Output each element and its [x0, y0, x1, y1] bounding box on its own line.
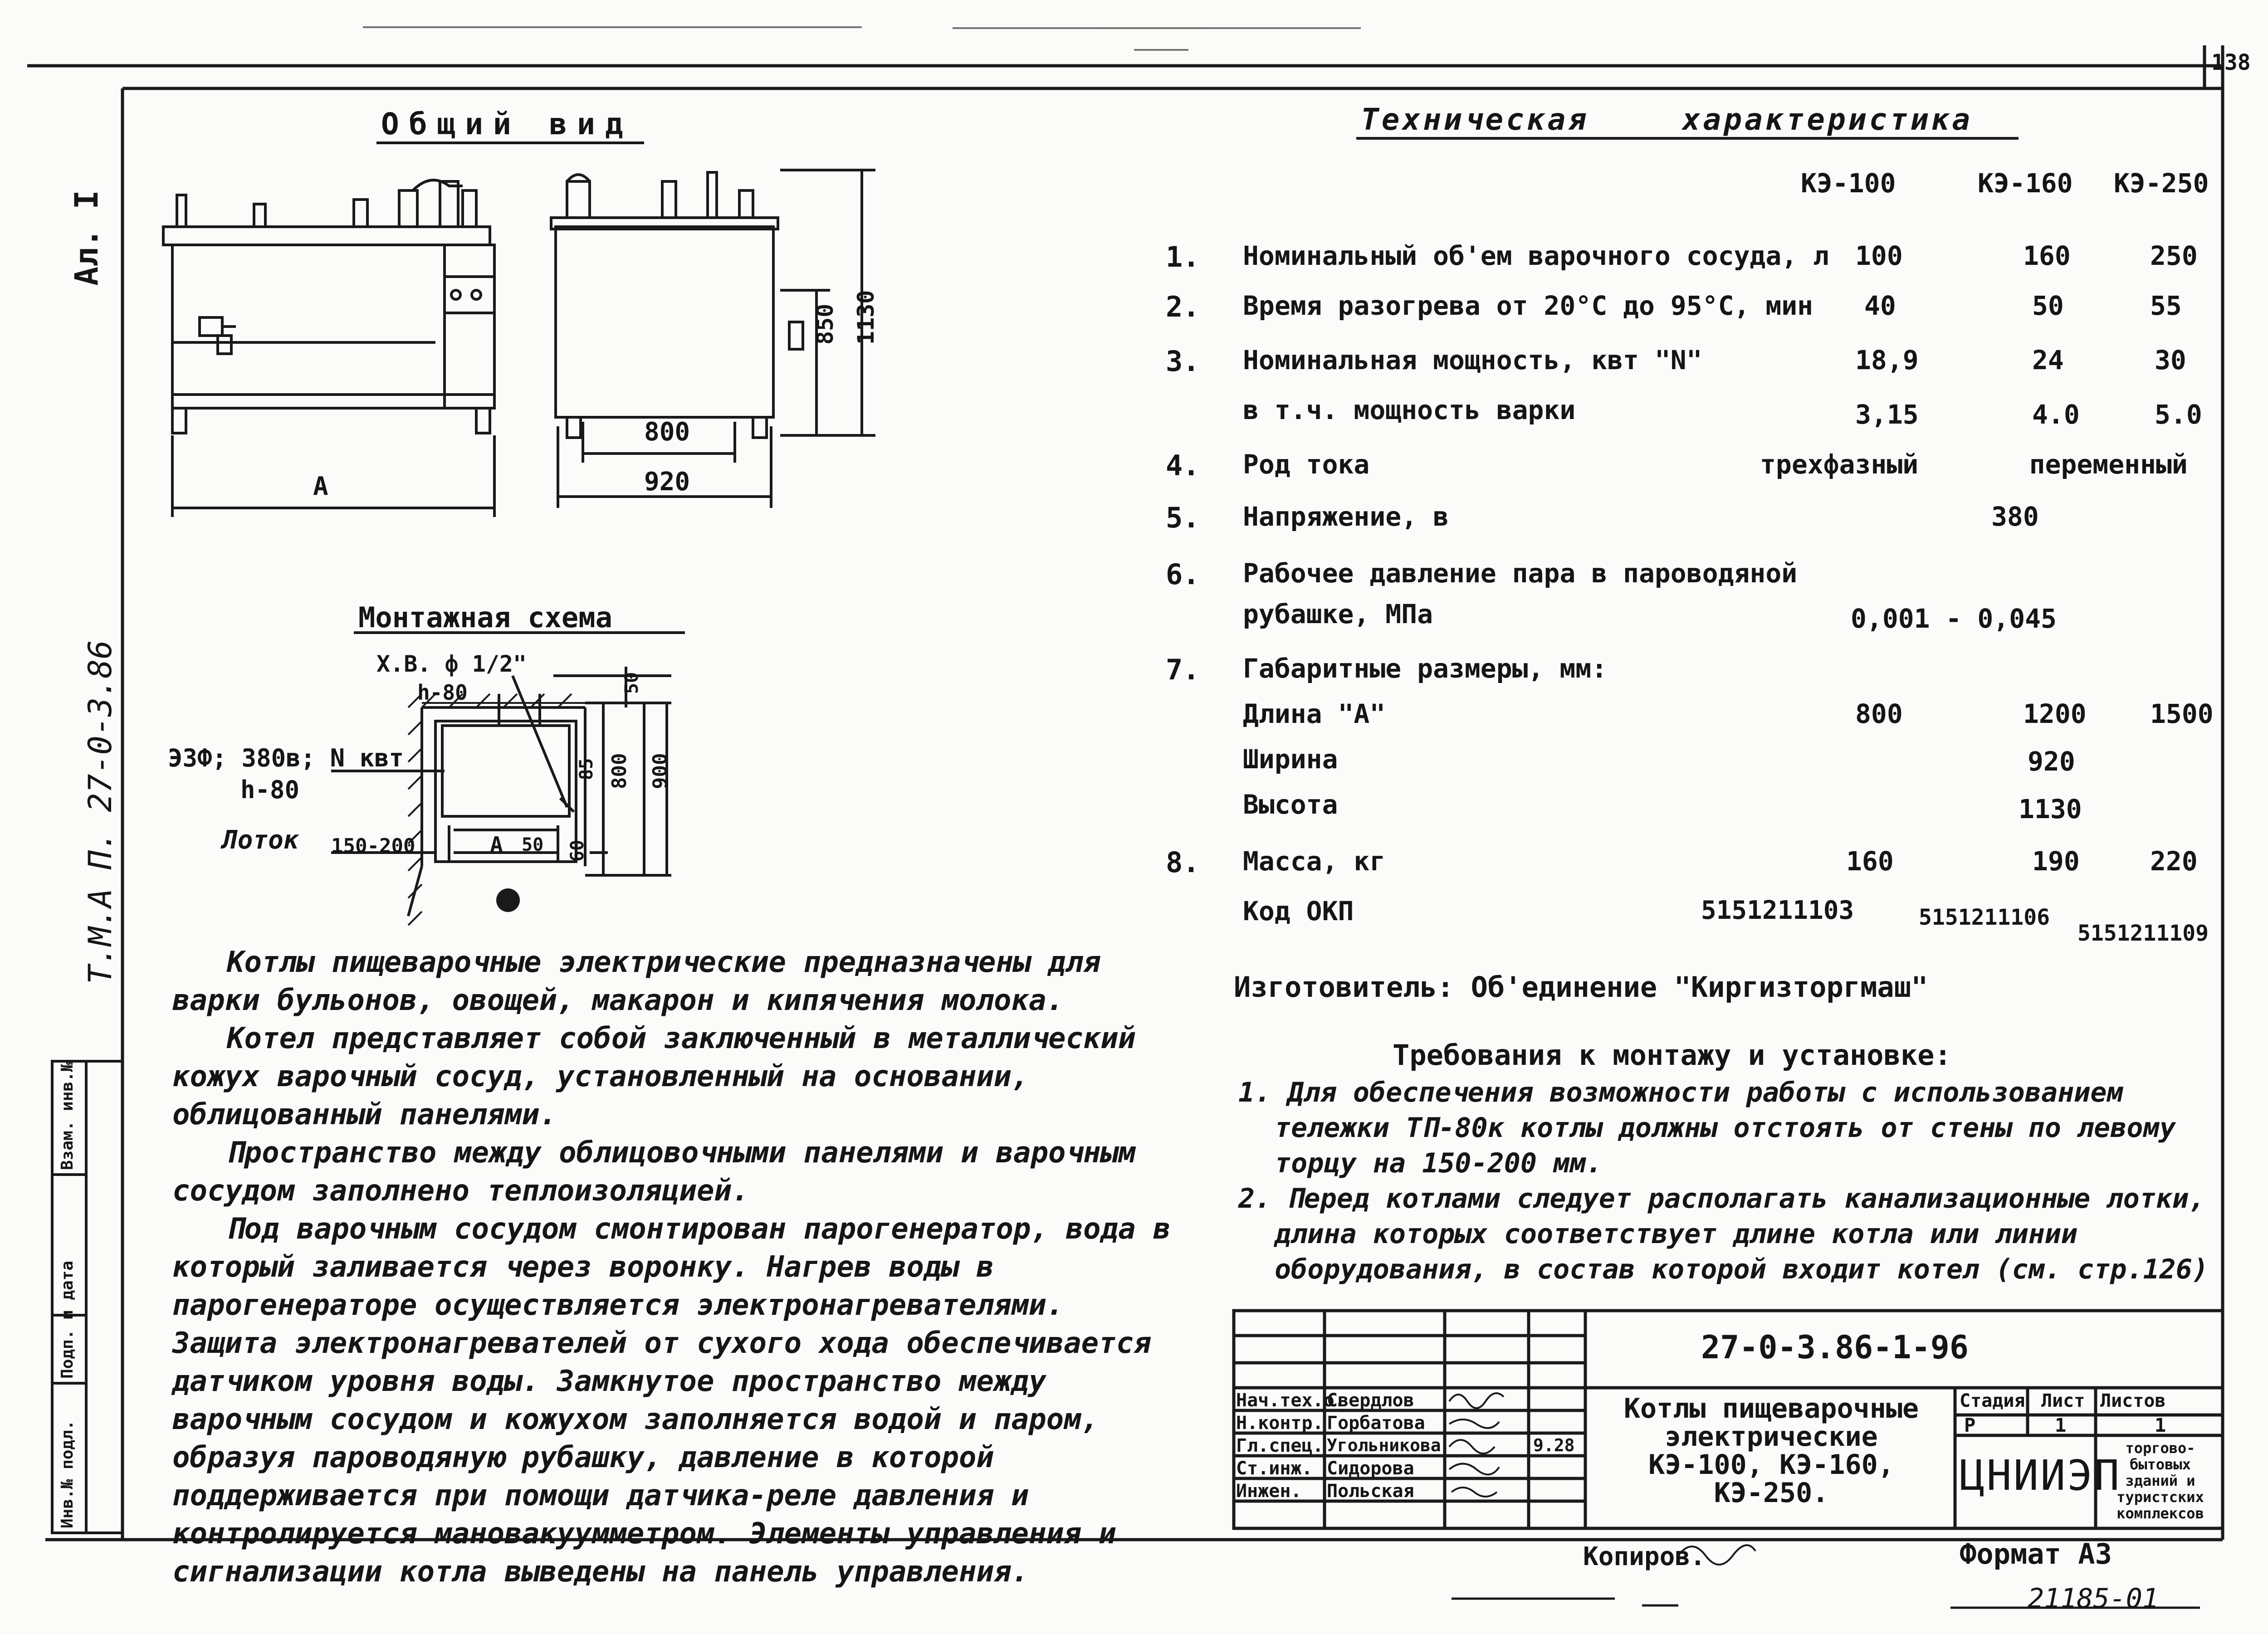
- ms-dim-50-bottom: 50: [522, 834, 544, 855]
- row-v1: 40: [1864, 290, 1896, 321]
- drain-symbol: [496, 888, 520, 912]
- row-v1: 800: [1855, 698, 1903, 729]
- row-v1: 160: [1846, 846, 1894, 877]
- row-v2: 5151211106: [1919, 905, 2050, 930]
- row-label: рубашке, МПа: [1243, 599, 1433, 629]
- role-name: Свердлов: [1327, 1390, 1414, 1411]
- row-span: 1130: [2019, 794, 2082, 824]
- dim-length-a: А: [313, 472, 328, 501]
- cold-water-label: Х.В. ф 1/2": [376, 651, 527, 677]
- stage-value: Р: [1964, 1414, 1976, 1436]
- model-3: КЭ-250: [2114, 168, 2209, 199]
- sheets-value: 1: [2155, 1414, 2166, 1436]
- row-label: Масса, кг: [1243, 846, 1386, 877]
- row-num: 5.: [1166, 501, 1200, 534]
- row-v3: 5.0: [2155, 399, 2202, 430]
- row-label: Род тока: [1243, 449, 1370, 480]
- ms-dim-900: 900: [649, 753, 672, 789]
- sheet-value: 1: [2055, 1414, 2067, 1436]
- dim-depth-inner: 800: [644, 417, 690, 447]
- ms-dim-85: 85: [576, 758, 597, 780]
- row-v2: 1200: [2023, 698, 2087, 729]
- requirements-title: Требования к монтажу и установке:: [1393, 1039, 1951, 1072]
- row-v2: 190: [2032, 846, 2080, 877]
- row-v3: 55: [2150, 290, 2182, 321]
- row-label: Код ОКП: [1243, 896, 1354, 927]
- row-num: 3.: [1166, 345, 1200, 378]
- role: Гл.спец.: [1236, 1435, 1324, 1456]
- row-v2: 4.0: [2032, 399, 2080, 430]
- role: Нач.тех.о.: [1236, 1390, 1345, 1411]
- archive-number: 21185-01: [2028, 1583, 2159, 1614]
- requirement-item: 1. Для обеспечения возможности работы с использованием тележки ТП-80к котлы должны отстоять от стены по левому торцу на 150-200 мм.: [1238, 1077, 2176, 1179]
- tech-title: Техническая характеристика: [1361, 102, 1973, 137]
- doc-title-line: Котлы пищеварочные: [1623, 1393, 1919, 1424]
- requirement-item: 2. Перед котлами следует располагать канализационные лотки, длина которых соответствует длине котла или линии оборудования, в состав которой входит котел (см. стр.126): [1238, 1183, 2209, 1285]
- side-reference: Т.М.А П. 27-0-3.86: [82, 640, 119, 984]
- row-label: Номинальный об'ем варочного сосуда, л: [1243, 240, 1829, 271]
- role-name: Польская: [1327, 1481, 1414, 1502]
- requirements-list: [1238, 1075, 2214, 1287]
- row-v3: 30: [2155, 345, 2186, 376]
- row-num: 7.: [1166, 653, 1200, 686]
- dim-height-total: 1130: [853, 290, 879, 345]
- row-label: Рабочее давление пара в пароводяной: [1243, 558, 1798, 589]
- row-label: в т.ч. мощность варки: [1243, 395, 1576, 425]
- dim-depth-total: 920: [644, 467, 690, 497]
- row-v2: 24: [2032, 345, 2064, 376]
- description-p2: Котел представляет собой заключенный в металлический кожух варочный сосуд, установленный на основании, облицованный панелями.: [172, 1022, 1136, 1132]
- doc-title: [1588, 1395, 1955, 1507]
- role-name: Угольникова: [1327, 1435, 1441, 1455]
- row-v2: 50: [2032, 290, 2064, 321]
- tray-dim: 150-200: [331, 834, 415, 858]
- sheet-label: Ал. I: [68, 190, 105, 286]
- format-label: Формат А3: [1960, 1537, 2112, 1571]
- org-name: ЦНИИЭП: [1960, 1451, 2121, 1500]
- h-top-label: h-80: [417, 680, 468, 705]
- role-name: Горбатова: [1327, 1413, 1425, 1434]
- doc-code: 27-0-3.86-1-96: [1701, 1329, 1969, 1366]
- row-label: Время разогрева от 20°С до 95°С, мин: [1243, 290, 1813, 321]
- power-label: ЭЗФ; 380в; N квт: [168, 744, 404, 772]
- row-num: 2.: [1166, 290, 1200, 323]
- row-v3: 250: [2150, 240, 2198, 271]
- ms-dim-50-top: 50: [621, 672, 642, 694]
- row-label: Ширина: [1243, 744, 1338, 775]
- row-label: Номинальная мощность, квт "N": [1243, 345, 1702, 376]
- row-v1: 18,9: [1855, 345, 1919, 376]
- description-block: [172, 943, 1179, 1591]
- model-2: КЭ-160: [1978, 168, 2073, 199]
- row-v2: 160: [2023, 240, 2071, 271]
- row-num: 4.: [1166, 449, 1200, 482]
- role-date: 9.28: [1533, 1435, 1575, 1455]
- description-p4: Под варочным сосудом смонтирован парогенератор, вода в который заливается через воронку. Нагрев воды в парогенераторе осуществляется электронагревателями. Защита электронагревателей от сухого хода обеспечивается датчиком уровня воды. Замкнутое пространство между варочным сосудом и кожухом заполняется водой и паром, образуя пароводяную рубашку, давление в которой поддерживается при помощи датчика-реле давления и контролируется мановакуумметром. Элементы управления и сигнализации котла выведены на панель управления.: [172, 1212, 1171, 1589]
- role-name: Сидорова: [1327, 1458, 1414, 1479]
- org-subtitle: торгово-бытовых зданий и туристских комплексов: [2116, 1439, 2204, 1522]
- doc-title-line: КЭ-100, КЭ-160, КЭ-250.: [1648, 1449, 1894, 1509]
- dim-height-body: 850: [812, 303, 838, 345]
- side-stamp-inv: Инв.№ подл.: [58, 1420, 77, 1528]
- row-num: 1.: [1166, 240, 1200, 273]
- row-span: 0,001 - 0,045: [1851, 603, 2057, 634]
- role: Н.контр.: [1236, 1413, 1324, 1434]
- row-v3: 1500: [2150, 698, 2214, 729]
- row-label: Высота: [1243, 789, 1338, 820]
- h-power-label: h-80: [240, 776, 300, 804]
- row-v1: 100: [1855, 240, 1903, 271]
- description-p1: Котлы пищеварочные электрические предназначены для варки бульонов, овощей, макарон и кипячения молока.: [172, 946, 1101, 1017]
- description-p3: Пространство между облицовочными панелями и варочным сосудом заполнено теплоизоляцией.: [172, 1136, 1136, 1208]
- ms-dim-60: 60: [567, 839, 588, 862]
- row-v1: 5151211103: [1701, 896, 1854, 925]
- role: Инжен.: [1236, 1481, 1302, 1502]
- row-label: Длина "А": [1243, 698, 1386, 729]
- front-view-drawing: [163, 180, 494, 517]
- sheets-label: Листов: [2100, 1390, 2166, 1411]
- model-1: КЭ-100: [1801, 168, 1896, 199]
- sheet-label-cell: Лист: [2041, 1390, 2085, 1411]
- row-v3: 5151211109: [2077, 921, 2209, 946]
- sheet-number: 138: [2211, 50, 2251, 75]
- ms-dim-a: А: [490, 832, 503, 858]
- mounting-scheme-title: Монтажная схема: [358, 601, 612, 634]
- row-num: 8.: [1166, 846, 1200, 879]
- row-span: 380: [1991, 501, 2039, 532]
- row-span: 920: [2028, 746, 2075, 777]
- ms-dim-800: 800: [608, 753, 631, 789]
- stage-label: Стадия: [1960, 1390, 2025, 1411]
- side-stamp-replace: Взам. инв.№: [58, 1062, 77, 1170]
- row-v1: 3,15: [1855, 399, 1919, 430]
- manufacturer: Изготовитель: Об'единение "Киргизторгмаш": [1234, 971, 1928, 1004]
- copied-label: Копиров.: [1583, 1542, 1706, 1571]
- tray-label: Лоток: [222, 825, 299, 855]
- side-stamp-sign: Подп. и дата: [58, 1260, 77, 1379]
- role: Ст.инж.: [1236, 1458, 1313, 1479]
- row-label: Габаритные размеры, мм:: [1243, 653, 1608, 684]
- general-view-title: Общий вид: [381, 107, 633, 141]
- row-v3: 220: [2150, 846, 2198, 877]
- row-span: трехфазный переменный: [1760, 449, 2188, 480]
- doc-title-line: электрические: [1665, 1421, 1878, 1453]
- row-num: 6.: [1166, 558, 1200, 591]
- row-label: Напряжение, в: [1243, 501, 1449, 532]
